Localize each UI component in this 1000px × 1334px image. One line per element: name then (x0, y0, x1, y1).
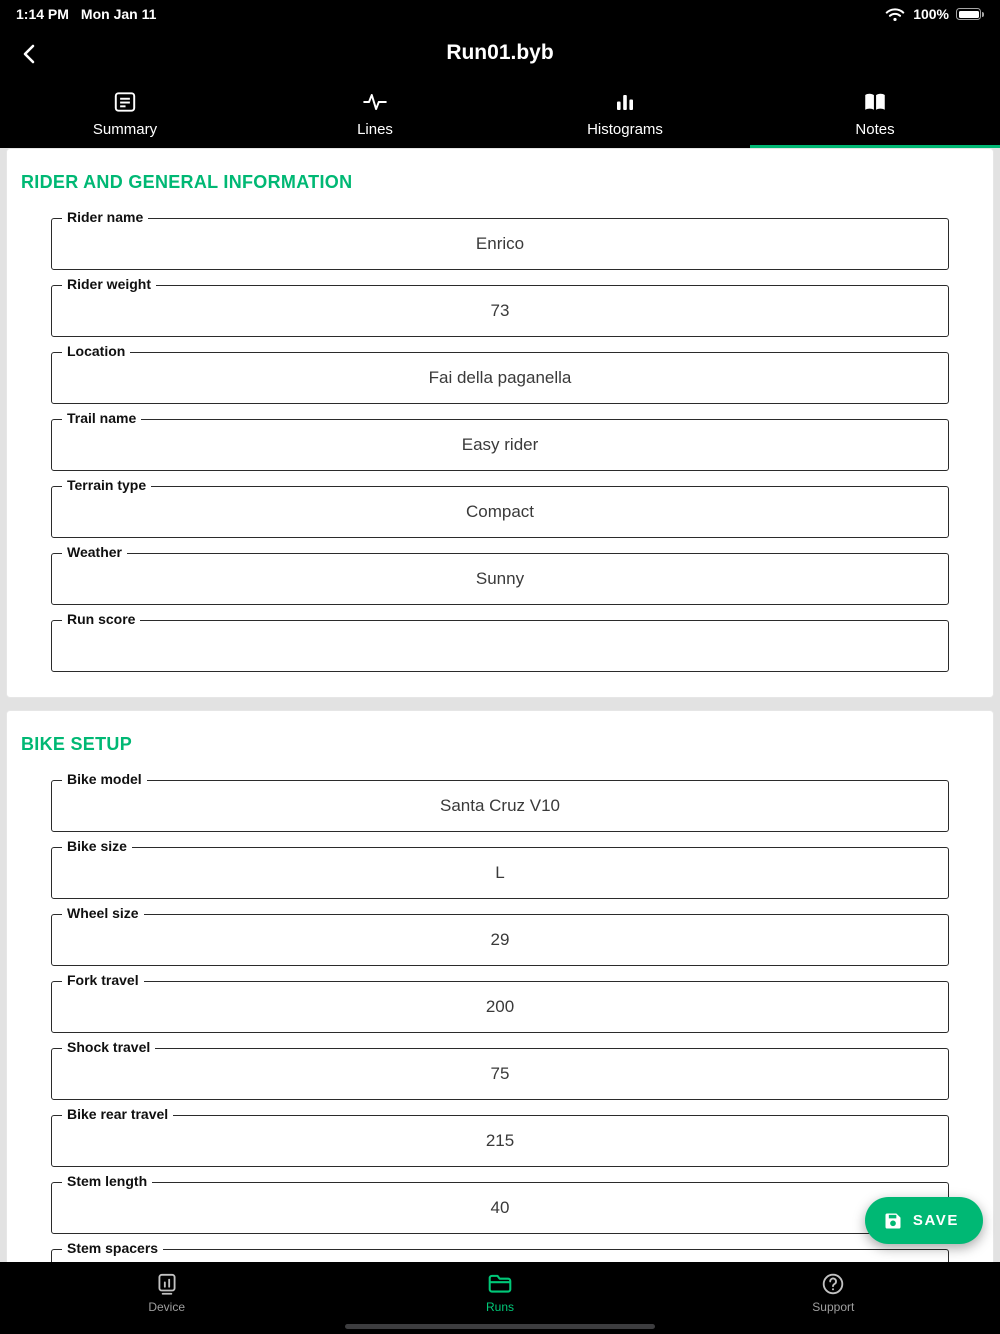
field-value: 29 (490, 930, 510, 949)
tab-label: Notes (855, 121, 895, 138)
tab-label: Histograms (587, 121, 663, 138)
notes-scroll-area[interactable] (0, 148, 1000, 1262)
tab-histograms[interactable] (500, 80, 750, 148)
chevron-left-icon (18, 42, 42, 66)
summary-icon (112, 88, 138, 116)
title-bar (0, 28, 1000, 80)
field-label: Shock travel (62, 1040, 155, 1055)
field-label: Rider weight (62, 277, 156, 292)
tab-summary[interactable] (0, 80, 250, 148)
tab-lines[interactable] (250, 80, 500, 148)
top-app-bar (0, 0, 1000, 148)
field-trail-name[interactable] (51, 410, 949, 471)
field-weather[interactable] (51, 544, 949, 605)
nav-item-label: Runs (485, 1300, 514, 1314)
field-value: 75 (490, 1064, 510, 1083)
field-value: Fai della paganella (428, 368, 572, 387)
field-value: L (495, 863, 505, 882)
page-title: Run01.byb (446, 41, 554, 64)
field-value: Easy rider (461, 435, 539, 454)
field-fork-travel[interactable] (51, 972, 949, 1033)
status-time: 1:14 PM (16, 6, 69, 22)
tab-label: Lines (357, 121, 393, 138)
section-bike-setup (6, 710, 994, 1327)
field-label: Location (62, 344, 130, 359)
nav-item-label: Device (148, 1300, 185, 1314)
field-label: Trail name (62, 411, 141, 426)
tab-label: Summary (92, 121, 158, 138)
field-run-score[interactable] (51, 611, 949, 672)
battery-percent: 100% (913, 6, 949, 22)
field-label: Run score (62, 612, 140, 627)
home-indicator[interactable] (345, 1324, 655, 1329)
field-bike-model[interactable] (51, 771, 949, 832)
save-button-label: SAVE (912, 1212, 959, 1229)
field-label: Terrain type (62, 478, 151, 493)
field-value: Enrico (475, 234, 525, 253)
histogram-icon (613, 88, 637, 116)
field-value: 40 (490, 1198, 510, 1217)
status-bar (0, 0, 1000, 28)
field-label: Stem spacers (62, 1241, 163, 1256)
nav-item-device[interactable] (0, 1262, 333, 1334)
field-label: Bike size (62, 839, 132, 854)
field-value: 215 (485, 1131, 515, 1150)
section-rider-info (6, 148, 994, 698)
status-left (16, 6, 156, 22)
folder-icon (486, 1271, 514, 1297)
field-value: Sunny (475, 569, 525, 588)
field-label: Rider name (62, 210, 148, 225)
floppy-save-icon (883, 1211, 903, 1231)
field-bike-rear-travel[interactable] (51, 1106, 949, 1167)
save-button[interactable] (865, 1197, 983, 1244)
nav-item-label: Support (812, 1300, 855, 1314)
field-rider-name[interactable] (51, 209, 949, 270)
section-title: RIDER AND GENERAL INFORMATION (21, 172, 353, 192)
field-stem-length[interactable] (51, 1173, 949, 1234)
status-right (884, 6, 984, 22)
field-bike-size[interactable] (51, 838, 949, 899)
field-wheel-size[interactable] (51, 905, 949, 966)
nav-item-support[interactable] (667, 1262, 1000, 1334)
field-label: Bike model (62, 772, 147, 787)
field-terrain-type[interactable] (51, 477, 949, 538)
field-label: Stem length (62, 1174, 152, 1189)
help-icon (820, 1271, 846, 1297)
field-value: 73 (490, 301, 510, 320)
book-icon (862, 88, 888, 116)
battery-icon (956, 8, 984, 20)
field-label: Bike rear travel (62, 1107, 173, 1122)
field-label: Wheel size (62, 906, 144, 921)
field-value: Compact (465, 502, 535, 521)
back-button[interactable] (12, 36, 48, 72)
section-title: BIKE SETUP (21, 734, 133, 754)
waveform-icon (361, 88, 389, 116)
field-location[interactable] (51, 343, 949, 404)
field-rider-weight[interactable] (51, 276, 949, 337)
field-value: Santa Cruz V10 (439, 796, 560, 815)
field-shock-travel[interactable] (51, 1039, 949, 1100)
device-icon (154, 1271, 180, 1297)
field-label: Weather (62, 545, 127, 560)
tab-bar (0, 80, 1000, 148)
field-value: 200 (485, 997, 515, 1016)
field-label: Fork travel (62, 973, 144, 988)
status-date: Mon Jan 11 (80, 6, 157, 22)
wifi-icon (884, 7, 906, 22)
tab-notes[interactable] (750, 80, 1000, 148)
